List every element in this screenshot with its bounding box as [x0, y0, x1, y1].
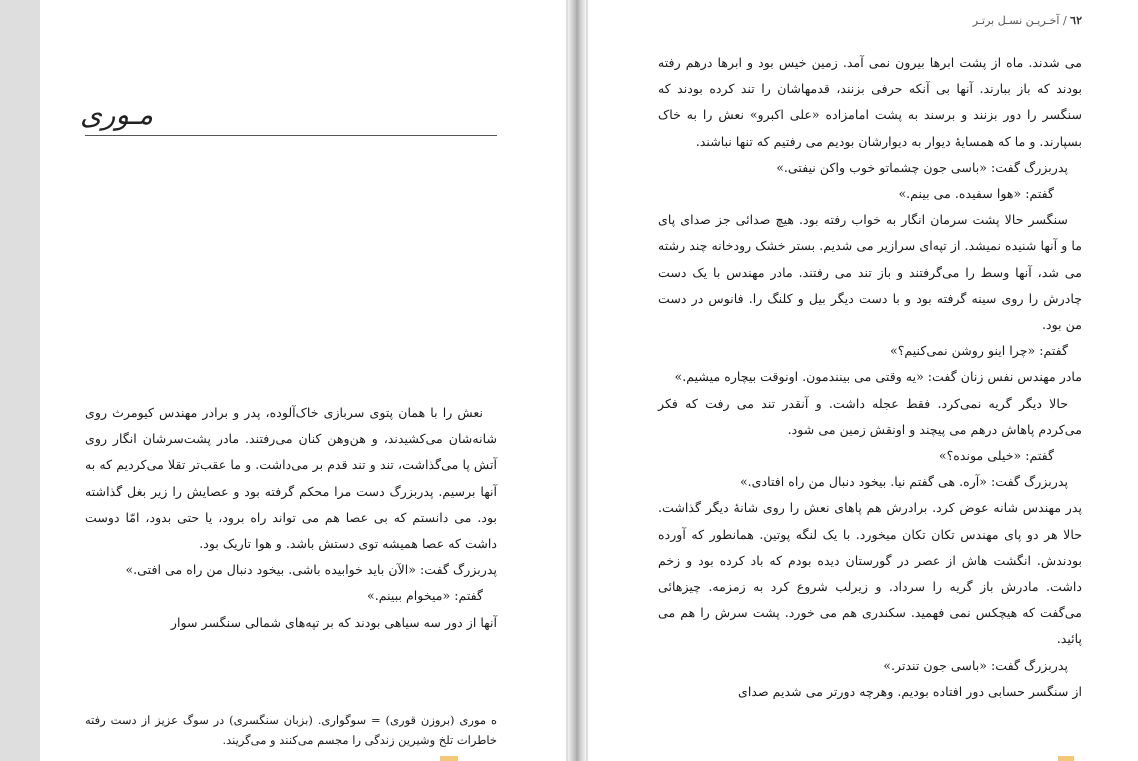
- paragraph: مادر مهندس نفس زنان گفت: «یه وقتی می بینندمون. اونوقت بیچاره میشیم.»: [674, 369, 1082, 385]
- left-page: [40, 0, 566, 761]
- page-edge-tab: [440, 756, 458, 761]
- paragraph: سنگسر حالا پشت سرمان انگار به خواب رفته بود. هیچ صدائی جز صدای پای ما و آنها شنیده نمیشد. از تپه‌ای سرازیر می شدیم. بستر خشک رودخانه چند رشته می شد، آنها وسط را می‌گرفتند و باز تند می رفتند. مادر مهندس با یک دست چادرش را روی سینه گرفته بود و با دست دیگر بیل و کلنگ را. فانوس در دست من بود.: [658, 212, 1082, 333]
- paragraph: گفتم: «میخوام ببینم.»: [367, 588, 483, 604]
- paragraph: پدربزرگ گفت: «باسی جون چشماتو خوب واکن نیفتی.»: [776, 159, 1068, 175]
- paragraph: گفتم: «خیلی مونده؟»: [938, 448, 1054, 464]
- paragraph: آنها از دور سه سیاهی بودند که بر تپه‌های شمالی سنگسر سوار: [170, 614, 497, 630]
- paragraph: حالا دیگر گریه نمی‌کرد. فقط عجله داشت. و آنقدر تند می رفت که فکر می‌کردم پاهاش درهم می پیچند و اونقش زمین می شود.: [658, 395, 1082, 437]
- footnote: ه موری (بروزن قوری) = سوگواری. (بزبان سنگسری) در سوگ عزیز از دست رفته خاطرات تلخ وشیرین زندگی را مجسم می‌کنند و می‌گریند.: [85, 713, 497, 747]
- paragraph: گفتم: «چرا اینو روشن نمی‌کنیم؟»: [889, 343, 1068, 359]
- page-edge-tab: [1058, 756, 1074, 761]
- right-page: [588, 0, 1138, 761]
- paragraph: پدربزرگ گفت: «آره. هی گفتم نیا. بیخود دنبال من راه افتادی.»: [739, 474, 1068, 490]
- chapter-title: مـوری: [80, 98, 154, 131]
- paragraph: گفتم: «هوا سفیده. می بینم.»: [898, 186, 1054, 202]
- page-number: ٦٢: [1070, 14, 1082, 27]
- left-page-body: [85, 400, 497, 636]
- paragraph: پدربزرگ گفت: «الآن باید خوابیده باشی. بیخود دنبال من راه می افتی.»: [125, 562, 497, 578]
- paragraph: از سنگسر حسابی دور افتاده بودیم. وهرچه دورتر می شدیم صدای: [738, 683, 1082, 699]
- paragraph: پدربزرگ گفت: «باسی جون تندتر.»: [883, 657, 1068, 673]
- running-title: / آخـریـن نسـل برتـر: [972, 14, 1067, 27]
- title-rule: [85, 135, 497, 136]
- right-page-body: [658, 50, 1082, 705]
- running-head: [658, 14, 1082, 27]
- paragraph: می شدند. ماه از پشت ابرها بیرون نمی آمد. زمین خیس بود و ابرها درهم رفته بودند که باز ببارند. آنها بی آنکه حرفی بزنند، قدمهاشان را تند کرده بودند که سنگسر را دور بزنند و برسند به پشت امامزاده «علی اکبرو» نعش را به خاک بسپارند. و ما که همسایهٔ دیوار به دیوارشان بودیم می رفتیم که تنها نباشند.: [658, 55, 1082, 149]
- paragraph: نعش را با همان پتوی سربازی خاک‌آلوده، پدر و برادر مهندس کیومرث روی شانه‌شان می‌کشیدند، و هن‌وهن کنان می‌رفتند. مادر پشت‌سرشان انگار روی آتش پا می‌گذاشت، تند و تند قدم بر می‌داشت. و ما عقب‌تر تقلا می‌کردیم که به آنها برسیم. پدربزرگ دست مرا محکم گرفته بود و عصایش را زیر بغل گذاشته بود. می دانستم که بی عصا هم می تواند راه برود، یا حتی بدود، امّا دوست داشت که عصا همیشه توی دستش باشد. و هوا تاریک بود.: [85, 405, 497, 552]
- book-gutter: [568, 0, 586, 761]
- paragraph: پدر مهندس شانه عوض کرد. برادرش هم پاهای نعش را روی شانهٔ دیگر گذاشت. حالا هر دو پای مهندس تکان تکان میخورد. با یک لنگه پوتین. همانطور که آورده بودندش. انگشت هاش از عصر در گورستان دیده بودم که باد کرده بود و زخم داشت. مادرش باز گریه را سرداد. و زیرلب شروع کرد به زمزمه. چیزهائی می‌گفت که هیچکس نمی فهمید. سکندری هم می خورد. پشت سرش را هم می پائید.: [658, 500, 1082, 647]
